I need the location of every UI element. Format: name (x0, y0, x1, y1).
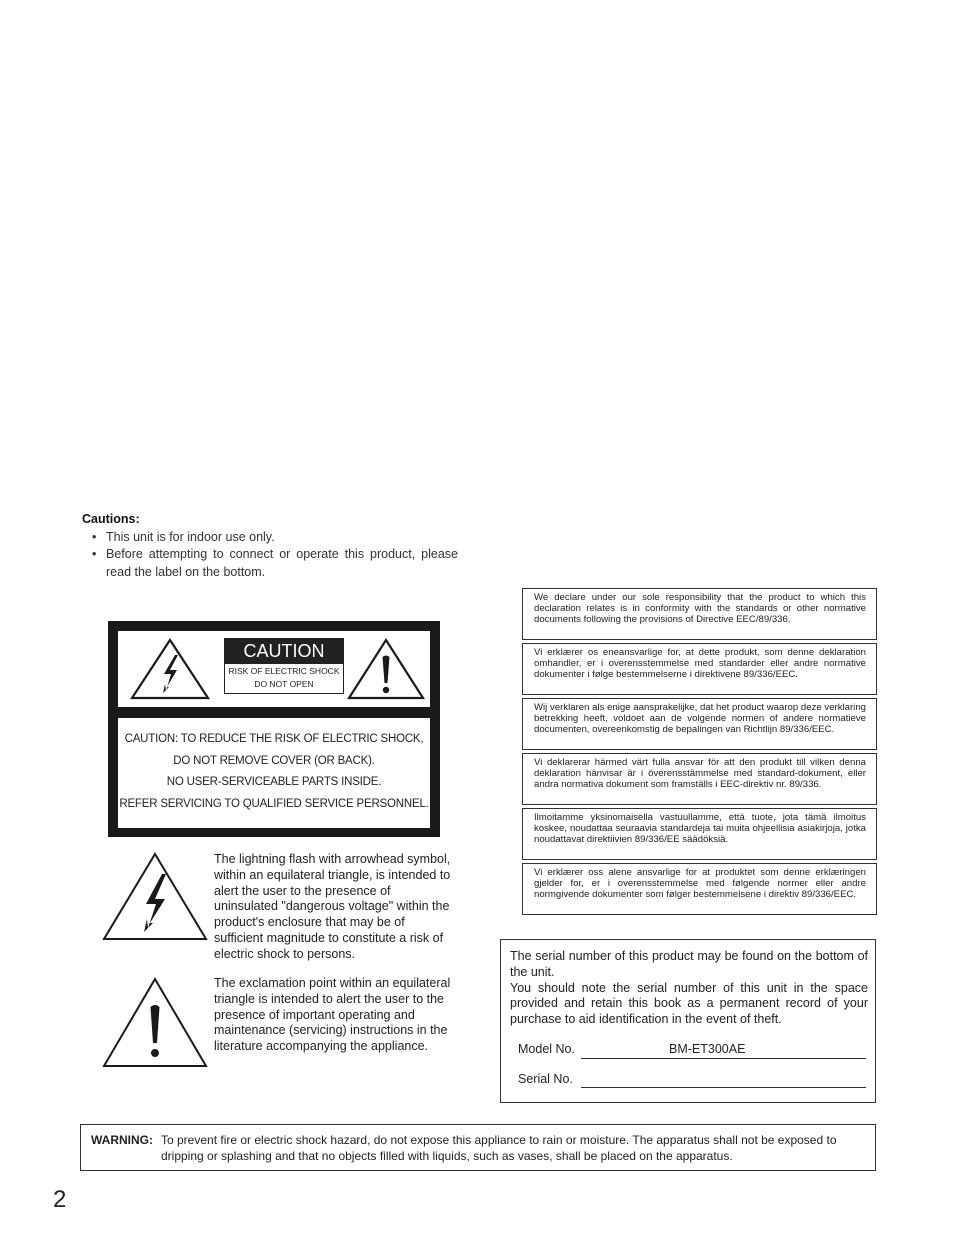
caution-instruction-line: DO NOT REMOVE COVER (OR BACK). (173, 754, 375, 767)
lightning-warning-icon (128, 637, 212, 701)
declaration-norwegian: Vi erklærer oss alene ansvarlige for at produktet som denne erklæringen gjelder for, er i overensstemmelse med følgende normer eller andre normgivende dokumenter som følger bestemmelsene i direktiv 89/336/EEC. (522, 863, 877, 915)
declaration-dutch: Wij verklaren als enige aansprakelijke, dat het product waarop deze verklaring betrekking heeft, voldoet aan de volgende normen of andere normatieve documenten, overeenkomstig de bepalingen van Richtlijn 89/336/EEC. (522, 698, 877, 750)
serial-instructions (510, 949, 868, 1028)
serial-number-field[interactable] (581, 1073, 866, 1088)
caution-label-top (118, 631, 430, 707)
serial-record-text: You should note the serial number of this unit in the space provided and retain this book as a permanent record of your purchase to aid identification in the event of theft. (510, 980, 868, 1027)
cautions-item: • Before attempting to connect or operate this product, please read the label on the bottom. (106, 546, 458, 581)
lightning-symbol-explanation: The lightning flash with arrowhead symbol, within an equilateral triangle, is intended to alert the user to the presence of uninsulated "dangerous voltage" within the product's enclosure that may be of sufficient magnitude to constitute a risk of electric shock to persons. (214, 852, 451, 961)
caution-instruction-line: REFER SERVICING TO QUALIFIED SERVICE PERSONNEL. (119, 797, 429, 810)
caution-title: CAUTION (225, 639, 343, 664)
warning-label: WARNING: (91, 1133, 153, 1147)
warning-text: To prevent fire or electric shock hazard, do not expose this appliance to rain or moisture. The apparatus shall not be exposed to dripping or splashing and that no objects filled with liquids, such as vases, shall be placed on the apparatus. (161, 1133, 837, 1163)
cautions-list (82, 529, 458, 582)
caution-instruction-line: NO USER-SERVICEABLE PARTS INSIDE. (166, 776, 382, 788)
caution-instruction-line: CAUTION: TO REDUCE THE RISK OF ELECTRIC SHOCK, (124, 733, 424, 745)
caution-label-instructions (118, 718, 430, 828)
serial-number-label: Serial No. (518, 1072, 573, 1086)
serial-number-box (500, 939, 876, 1103)
caution-subtitle-line: DO NOT OPEN (254, 679, 314, 689)
exclamation-symbol-explanation: The exclamation point within an equilateral triangle is intended to alert the user to the presence of important operating and maintenance (servicing) instructions in the literature accompanying the appliance. (214, 976, 451, 1054)
declaration-english: We declare under our sole responsibility that the product to which this declaration relates is in conformity with the standards or other normative documents following the provisions of Directive EEC/89/336. (522, 588, 877, 640)
page-number: 2 (53, 1186, 67, 1213)
cautions-item: • This unit is for indoor use only. (106, 529, 458, 547)
exclamation-warning-icon (346, 637, 426, 701)
declaration-finnish: Ilmoitamme yksinomaisella vastuullamme, että tuote, jota tämä ilmoitus koskee, noudattaa seuraavia standardeja tai muita ohjeellisia asiakirjoja, jotka noudattavat direktiivien 89/336/EE säädöksiä. (522, 808, 877, 860)
declaration-swedish: Vi deklarerar härmed värt fulla ansvar för att den produkt till vilken denna deklaration hänvisar är i överensstämmelse med standard-dokument, eller andra normativa dokument som framställs i EEC-direktiv nr. 89/336. (522, 753, 877, 805)
cautions-section (82, 511, 458, 581)
model-number-label: Model No. (518, 1042, 575, 1056)
serial-location-text: The serial number of this product may be found on the bottom of the unit. (510, 949, 868, 979)
warning-box (80, 1124, 876, 1171)
lightning-triangle-icon (102, 852, 208, 942)
exclamation-triangle-icon (102, 977, 208, 1069)
caution-box (224, 638, 344, 694)
caution-label (108, 621, 440, 837)
caution-subtitle-line: RISK OF ELECTRIC SHOCK (228, 666, 340, 676)
model-number-value: BM-ET300AE (669, 1042, 746, 1056)
caution-subtitle (225, 665, 343, 691)
declaration-danish: Vi erklærer os eneansvarlige for, at dette produkt, som denne deklaration omhandler, er i overensstemmelse med standarder eller andre normative dokumenter i følge bestemmelserne i direktivene 89/336/EEC. (522, 643, 877, 695)
cautions-title: Cautions: (82, 512, 140, 526)
